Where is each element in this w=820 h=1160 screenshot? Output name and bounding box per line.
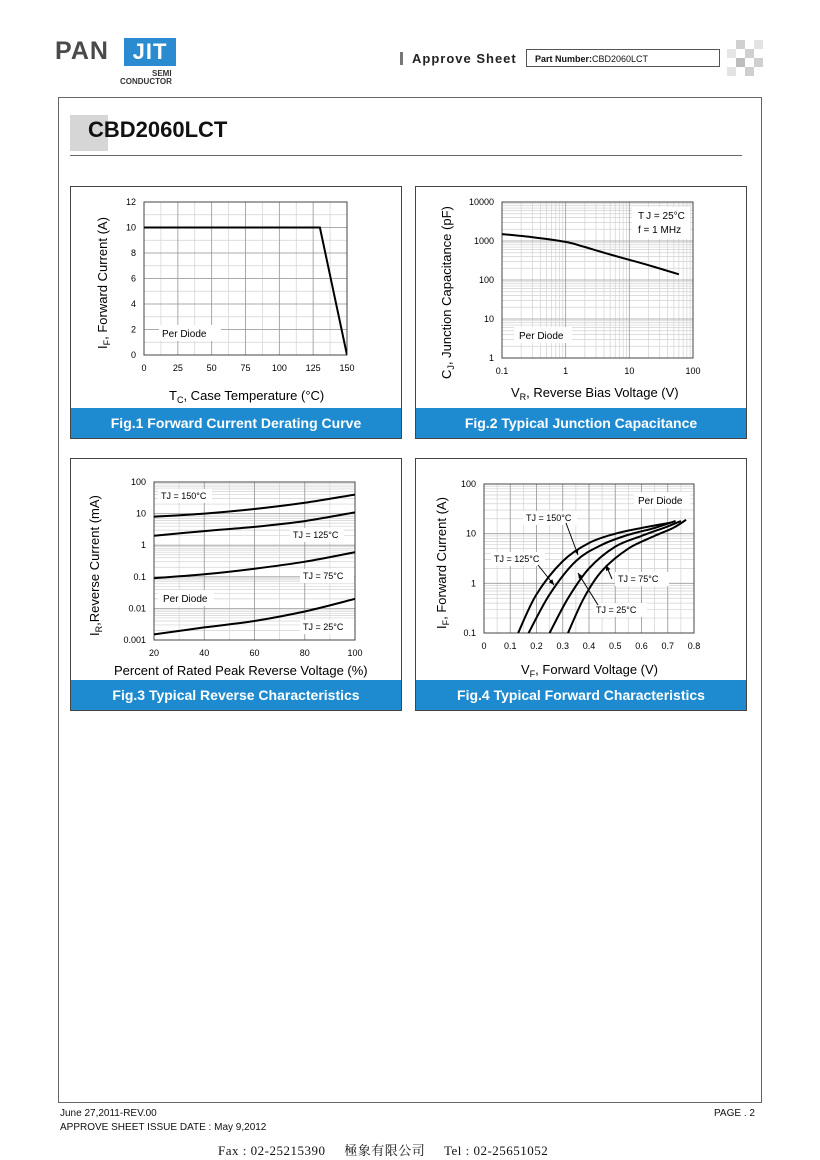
footer-issue-date: APPROVE SHEET ISSUE DATE : May 9,2012 — [60, 1122, 267, 1133]
fig4-xtick-label: 0.5 — [608, 641, 622, 651]
fig2-ytick-label: 10 — [483, 314, 494, 324]
fig2-caption: Fig.2 Typical Junction Capacitance — [416, 408, 746, 438]
fig4-series-arrow — [578, 573, 598, 605]
fig2-ytick-label: 100 — [478, 275, 494, 285]
part-number-box — [526, 49, 720, 67]
fig3-ytick-label: 1 — [140, 540, 146, 551]
approve-sheet-label: Approve Sheet — [412, 51, 517, 66]
fig3-xtick-label: 80 — [299, 648, 310, 658]
fig2-ytick-label: 1000 — [473, 236, 494, 246]
fig2-ylabel: $C_J$, Junction Capacitance (pF) — [439, 206, 456, 379]
logo-conductor-text: CONDUCTOR — [120, 77, 172, 86]
fig2-xtick-label: 1 — [563, 366, 569, 376]
fig2-xtick-label: 10 — [624, 366, 635, 376]
fig4-xtick-label: 0.6 — [635, 641, 648, 651]
fig3-ylabel: $I_R,Reverse$ Current (mA) — [87, 495, 104, 636]
fig2-cond-temp: T J = 25°C — [638, 211, 685, 222]
title-divider — [70, 155, 742, 156]
fig2-ytick-label: 10000 — [468, 197, 494, 207]
fig3-caption: Fig.3 Typical Reverse Characteristics — [71, 680, 401, 710]
fig2-cond-freq: f = 1 MHz — [638, 225, 682, 236]
fig1-caption: Fig.1 Forward Current Derating Curve — [71, 408, 401, 438]
fig3-ytick-label: 100 — [130, 477, 146, 487]
fig3-series-label: TJ = 150°C — [161, 491, 207, 501]
fig4-xtick-label: 0.3 — [556, 641, 570, 651]
fig2-xtick-label: 100 — [685, 366, 701, 376]
decorative-squares-icon — [727, 40, 763, 76]
fig4-xtick-label: 0.4 — [582, 641, 596, 651]
fig2-note: Per Diode — [519, 331, 564, 342]
fig3-xtick-label: 100 — [347, 648, 363, 658]
fig4-chart — [416, 459, 746, 681]
fig2-panel — [415, 186, 747, 439]
fig1-ytick-label: 0 — [130, 350, 136, 360]
fig3-ytick-label: 0.1 — [133, 571, 146, 582]
fig4-xlabel: $V_F$, Forward Voltage (V) — [521, 662, 658, 679]
fig1-xtick-label: 50 — [206, 363, 217, 373]
fig4-ytick-label: 100 — [460, 479, 476, 489]
fig4-ytick-label: 1 — [470, 578, 476, 589]
fig4-series-label: TJ = 25°C — [596, 605, 637, 615]
fig3-series-label: TJ = 25°C — [303, 622, 344, 632]
fig4-series-label: TJ = 75°C — [618, 574, 659, 584]
fig1-ytick-label: 4 — [130, 299, 136, 309]
fig3-xlabel: Percent of Rated Peak Reverse Voltage (%) — [114, 663, 368, 678]
logo-jit-text: JIT — [124, 38, 176, 66]
fig1-xtick-label: 100 — [271, 363, 287, 373]
fig1-ytick-label: 12 — [125, 197, 136, 207]
fig3-ytick-label: 10 — [135, 508, 146, 519]
fig1-ytick-label: 8 — [130, 248, 136, 258]
fig4-series-label: TJ = 125°C — [494, 554, 540, 564]
fig4-panel — [415, 458, 747, 711]
footer-revision: June 27,2011-REV.00 — [60, 1108, 157, 1119]
fig1-xtick-label: 25 — [172, 363, 183, 373]
fig4-xtick-label: 0 — [481, 641, 487, 651]
fig3-ytick-label: 0.001 — [123, 635, 146, 645]
logo-semi-text: SEMI — [152, 69, 172, 78]
fig1-xlabel: $T_C$, Case Temperature (°C) — [169, 388, 325, 405]
fig1-ylabel: $I_F$, Forward Current (A) — [95, 217, 112, 349]
fig1-panel — [70, 186, 402, 439]
fig3-xtick-label: 40 — [199, 648, 210, 658]
footer-page: PAGE . 2 — [714, 1108, 755, 1119]
fig3-xtick-label: 20 — [148, 648, 160, 658]
fig4-note: Per Diode — [638, 496, 683, 507]
fig2-xtick-label: 0.1 — [495, 366, 509, 376]
fig2-chart — [416, 187, 746, 409]
fig4-ytick-label: 10 — [465, 528, 476, 539]
fig3-xtick-label: 60 — [249, 648, 260, 658]
fig1-chart — [71, 187, 401, 409]
approve-bar-icon — [400, 52, 403, 65]
fig1-ytick-label: 2 — [130, 324, 136, 335]
fig2-ytick-label: 1 — [488, 353, 494, 363]
fig2-xlabel: $V_R$, Reverse Bias Voltage (V) — [511, 385, 679, 402]
fig3-ytick-label: 0.01 — [128, 603, 146, 614]
fig4-ylabel: $I_F$, Forward Current (A) — [434, 497, 451, 629]
fig1-xtick-label: 75 — [240, 363, 251, 373]
part-number-value: CBD2060LCT — [592, 54, 649, 64]
fig4-xtick-label: 0.1 — [503, 641, 517, 651]
footer-contact: Fax : 02-25215390 極象有限公司 Tel : 02-25651052 — [218, 1143, 549, 1158]
logo-pan-text: PAN — [55, 37, 109, 65]
fig3-panel — [70, 458, 402, 711]
part-number-label: Part Number: — [535, 54, 593, 64]
fig1-xtick-label: 0 — [141, 363, 147, 373]
fig3-series-label: TJ = 125°C — [293, 530, 339, 540]
fig3-series-label: TJ = 75°C — [303, 571, 344, 581]
fig4-xtick-label: 0.2 — [530, 641, 543, 651]
fig3-note: Per Diode — [163, 594, 208, 605]
fig4-caption: Fig.4 Typical Forward Characteristics — [416, 680, 746, 710]
fig4-xtick-label: 0.7 — [661, 641, 675, 651]
fig4-series-arrowhead — [606, 565, 610, 571]
fig4-ytick-label: 0.1 — [463, 628, 476, 638]
fig4-series-label: TJ = 150°C — [526, 513, 572, 523]
fig1-note: Per Diode — [162, 329, 207, 340]
fig1-ytick-label: 6 — [130, 273, 136, 284]
page-title: CBD2060LCT — [88, 117, 228, 142]
fig1-xtick-label: 150 — [339, 363, 355, 373]
fig3-chart — [71, 459, 401, 681]
fig1-xtick-label: 125 — [305, 363, 321, 373]
fig4-xtick-label: 0.8 — [687, 641, 701, 651]
fig1-ytick-label: 10 — [125, 222, 136, 233]
